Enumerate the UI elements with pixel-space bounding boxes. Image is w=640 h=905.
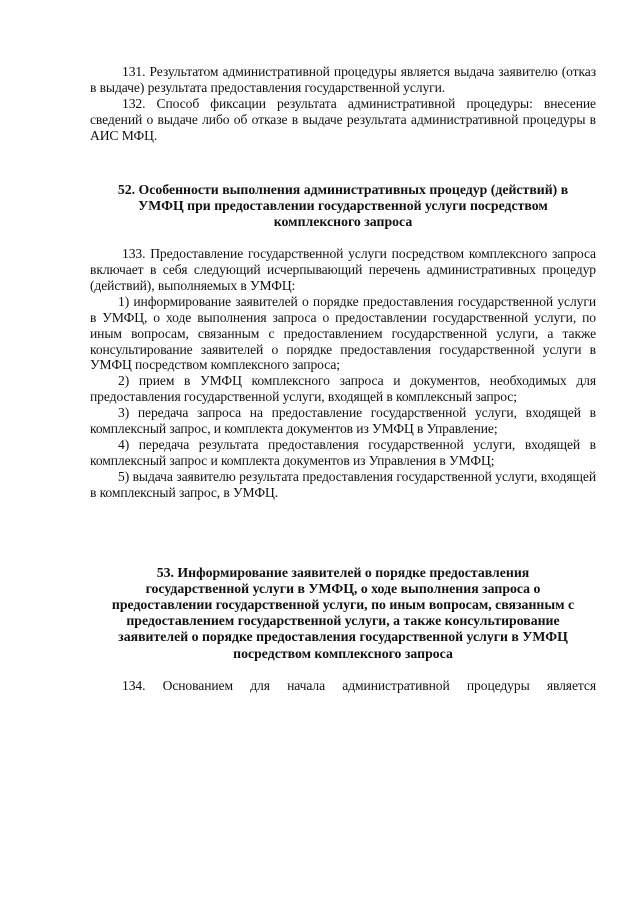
list-item-4: 4) передача результата предоставления государственной услуги, входящей в комплексный запрос и комплекта документов из Управления в УМФЦ; (90, 437, 596, 468)
paragraph-131: 131. Результатом административной процедуры является выдача заявителю (отказ в выдаче) результата предоставления государственной услуги. (90, 64, 596, 95)
paragraph-132: 132. Способ фиксации результата административной процедуры: внесение сведений о выдаче либо об отказе в выдаче результата административной процедуры в АИС МФЦ. (90, 95, 596, 143)
list-item-1: 1) информирование заявителей о порядке предоставления государственной услуги в УМФЦ, о ходе выполнения запроса о предоставлении государственной услуги, по иным вопросам, связанным с предоставлением государственной услуги, а также консультирование заявителей о порядке предоставления государственной услуги в УМФЦ посредством комплексного запроса; (90, 293, 596, 373)
section-52-heading: 52. Особенности выполнения административных процедур (действий) в УМФЦ при предоставлении государственной услуги посредством комплексного запроса (117, 181, 569, 229)
document-page (90, 64, 596, 694)
paragraph-134: 134. Основанием для начала административной процедуры является (122, 677, 596, 693)
list-item-2: 2) прием в УМФЦ комплексного запроса и документов, необходимых для предоставления государственной услуги, входящей в комплексный запрос; (90, 373, 596, 405)
list-item-3: 3) передача запроса на предоставление государственной услуги, входящей в комплексный запрос, и комплекта документов из УМФЦ в Управление; (90, 405, 596, 437)
section-53-heading: 53. Информирование заявителей о порядке предоставления государственной услуги в УМФЦ, о ходе выполнения запроса о предоставлении государственной услуги, по иным вопросам, связанным с предоставлением государственной услуги, а также консультирование заявителей о порядке предоставления государственной услуги в УМФЦ посредством комплексного запроса (111, 564, 575, 661)
list-item-5: 5) выдача заявителю результата предоставления государственной услуги, входящей в комплексный запрос, в УМФЦ. (90, 468, 596, 500)
paragraph-133: 133. Предоставление государственной услуги посредством комплексного запроса включает в себя следующий исчерпывающий перечень административных процедур (действий), выполняемых в УМФЦ: (90, 246, 596, 293)
